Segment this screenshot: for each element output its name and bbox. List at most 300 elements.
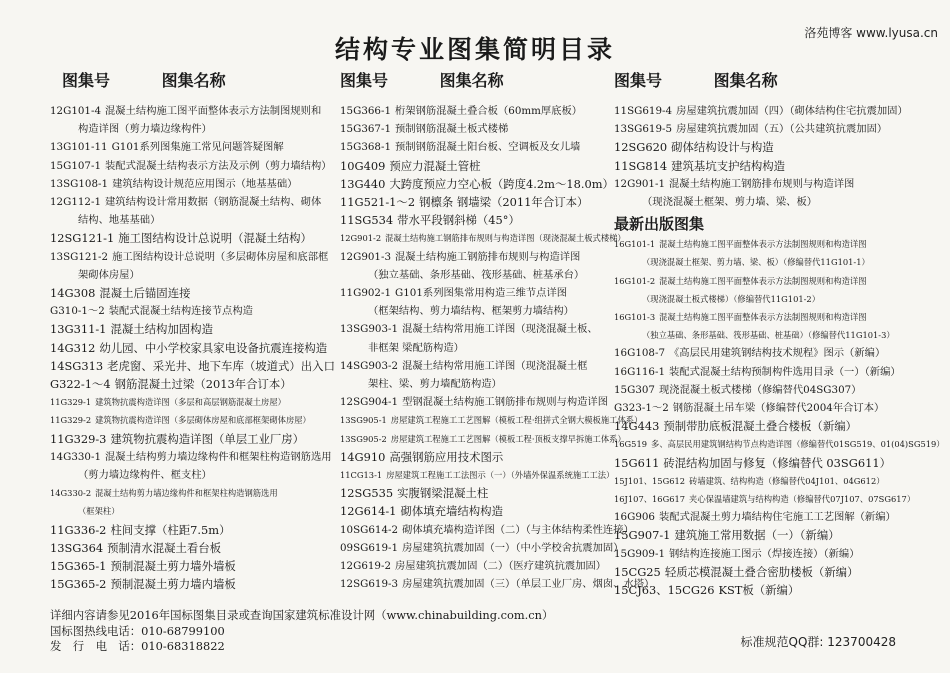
atlas-name: 柱间支撑（柱距7.5m） [110, 522, 231, 537]
atlas-entry-line [50, 248, 328, 266]
atlas-entry-line [340, 575, 655, 593]
atlas-entry-line [614, 344, 934, 362]
atlas-entry [614, 272, 934, 308]
watermark-bottom: 标准规范QQ群: 123700428 [740, 635, 896, 649]
atlas-name: 混凝土结构常用施工详图（现浇混凝土板、 [402, 323, 598, 336]
atlas-entry-line [614, 526, 934, 544]
atlas-code: 16G116-1 [614, 365, 666, 378]
atlas-entry [50, 248, 328, 284]
atlas-entry [340, 448, 612, 466]
atlas-code: 13SG108-1 [50, 177, 109, 190]
atlas-name: 混凝土后锚固连接 [99, 286, 191, 301]
atlas-entry-line [50, 575, 328, 593]
atlas-entry-line [340, 357, 612, 375]
atlas-entry-line [340, 521, 634, 539]
atlas-entry [614, 381, 934, 399]
atlas-code: 11G336-2 [50, 522, 107, 537]
atlas-entry-line [614, 472, 934, 490]
atlas-name: 装配式混凝土剪力墙结构住宅施工工艺图解（新编） [658, 511, 896, 524]
column-1 [50, 68, 335, 593]
atlas-entry [614, 417, 934, 435]
atlas-name-continuation: 架柱、梁、剪力墙配筋构造） [368, 378, 502, 391]
atlas-entry [50, 339, 328, 357]
atlas-entry-line [340, 502, 612, 520]
atlas-code: 14G330-2 [50, 488, 92, 499]
atlas-name: 钢檩条 钢墙梁（2011年合订本） [419, 195, 589, 210]
atlas-name-continuation: （独立基础、条形基础、筏形基础、桩基础）（修编替代11G101-3） [642, 330, 895, 341]
atlas-name: 桁架钢筋混凝土叠合板（60mm厚底板） [395, 105, 583, 117]
atlas-code: 13SG364 [50, 540, 104, 555]
atlas-entry-line [614, 435, 945, 453]
atlas-name: 预制清水混凝土看台板 [107, 540, 222, 555]
atlas-entry-line [50, 302, 328, 320]
atlas-code: G322-1～4 [50, 377, 111, 392]
atlas-entry-line [614, 308, 934, 326]
atlas-entry-line [340, 411, 643, 429]
atlas-name: 房屋建筑抗震加固（四）（砌体结构住宅抗震加固） [676, 105, 908, 117]
atlas-entry [340, 248, 612, 284]
atlas-code: 12G112-1 [50, 196, 102, 209]
atlas-code: 13SG905-2 [340, 433, 387, 444]
atlas-entry-line [340, 393, 612, 411]
atlas-name: 装配式混凝土结构连接节点构造 [108, 305, 253, 318]
atlas-entry [50, 430, 328, 448]
footer-distribution-phone: 发 行 电 话：010-68318822 [50, 639, 225, 653]
atlas-entry [340, 411, 643, 429]
atlas-name-continuation: （现浇混凝土框架、剪力墙、梁、板）（修编替代11G101-1） [642, 257, 870, 268]
atlas-entry [614, 581, 934, 599]
atlas-code: 15G611 [614, 455, 660, 470]
atlas-entry-line [50, 157, 332, 175]
atlas-entry-line [614, 454, 934, 472]
atlas-entry [340, 539, 624, 557]
atlas-name: 建筑结构设计规范应用图示（地基基础） [112, 177, 298, 190]
atlas-entry-line [340, 539, 624, 557]
atlas-name: 建筑基坑支护结构构造 [671, 158, 786, 173]
atlas-code: 12SG619-3 [340, 578, 399, 591]
atlas-name: 老虎窗、采光井、地下车库（坡道式）出入口 [107, 358, 335, 373]
atlas-code: 12G619-2 [340, 560, 392, 573]
atlas-name: 夹心保温墙建筑与结构构造（修编替代07J107、07SG617） [689, 494, 916, 505]
atlas-name: 房屋建筑工程施工工法图示（一）（外墙外保温系统施工工法） [386, 470, 615, 481]
atlas-entry [50, 448, 332, 484]
atlas-entry-line [614, 490, 934, 508]
atlas-entry-line [50, 175, 328, 193]
atlas-code: 13SG121-2 [50, 250, 109, 263]
atlas-entry [340, 193, 612, 211]
atlas-name: 房屋建筑抗震加固（二）（医疗建筑抗震加固） [395, 560, 607, 573]
atlas-entry [340, 502, 612, 520]
atlas-name: 混凝土结构常用施工详图（现浇混凝土框 [402, 359, 588, 372]
atlas-name: 混凝土结构施工图平面整体表示方法制图规则和构造详图 [659, 312, 867, 323]
atlas-entry [340, 120, 612, 138]
atlas-code: 15G307 [614, 383, 655, 396]
atlas-name: 砖混结构加固与修复（修编替代 03SG611） [663, 455, 891, 470]
atlas-code: 15G107-1 [50, 159, 102, 172]
atlas-entry [614, 308, 934, 344]
atlas-entry-line [614, 120, 934, 138]
atlas-entry [340, 575, 655, 593]
atlas-code: 16G101-1 [614, 239, 656, 250]
atlas-entry-line [340, 193, 612, 211]
header-atlas-name: 图集名称 [439, 71, 504, 90]
atlas-code: 12SG620 [614, 140, 668, 155]
atlas-name: 实腹钢梁混凝土柱 [397, 486, 489, 501]
atlas-code: 16J107、16G617 [614, 494, 686, 505]
atlas-code: 15G368-1 [340, 141, 392, 154]
header-atlas-number: 图集号 [62, 71, 111, 90]
atlas-entry [614, 157, 934, 175]
atlas-code: 12SG904-1 [340, 396, 399, 409]
atlas-name: 多、高层民用建筑钢结构节点构造详图（修编替代01SG519、01(04)SG519） [651, 439, 945, 450]
atlas-entry [614, 454, 934, 472]
atlas-entry [614, 363, 934, 381]
atlas-entry [50, 575, 328, 593]
atlas-entry [50, 375, 328, 393]
atlas-entry-line [50, 448, 332, 466]
atlas-code: 12G901-1 [614, 177, 666, 190]
column-header [50, 68, 328, 102]
atlas-entry [50, 102, 328, 138]
atlas-entry-line [50, 539, 328, 557]
atlas-entry [340, 357, 612, 393]
atlas-name: 钢筋混凝土吊车梁（修编替代2004年合订本） [672, 402, 885, 415]
atlas-code: 12G101-4 [50, 105, 102, 117]
atlas-entry-line [50, 521, 328, 539]
atlas-entry [50, 411, 328, 429]
atlas-name-continuation: 结构、地基基础） [78, 214, 161, 227]
atlas-name: 混凝土结构施工钢筋排布规则与构造详图 [669, 177, 855, 190]
atlas-entry-line [340, 248, 612, 266]
atlas-entry-line [340, 175, 612, 193]
atlas-entry [50, 357, 335, 375]
atlas-name: 砖墙建筑、结构构造（修编替代04J101、04G612） [689, 475, 885, 486]
atlas-name: 高强钢筋应用技术图示 [389, 449, 504, 464]
atlas-code: 11SG534 [340, 213, 394, 228]
atlas-code: 16G101-2 [614, 275, 656, 286]
atlas-name-continuation: （框架柱） [78, 506, 120, 517]
atlas-entry-line [614, 563, 934, 581]
atlas-entry [340, 557, 612, 575]
atlas-name: 混凝土结构施工图平面整体表示方法制图规则和构造详图 [659, 239, 867, 250]
atlas-entry [50, 539, 328, 557]
atlas-code: 14G312 [50, 340, 96, 355]
atlas-entry-line [614, 102, 934, 120]
atlas-name: 《高层民用建筑钢结构技术规程》图示（新编） [669, 347, 886, 360]
atlas-entry-line [340, 484, 612, 502]
atlas-entry [614, 472, 934, 490]
footer-info: 详细内容请参见2016年国标图集目录或查询国家建筑标准设计网（www.chinabuilding.com.cn） [50, 608, 554, 622]
atlas-list [614, 102, 934, 211]
new-atlas-list [614, 235, 945, 599]
atlas-entry [614, 435, 945, 453]
atlas-name-continuation: （独立基础、条形基础、筏形基础、桩基承台） [368, 268, 585, 281]
atlas-name: 幼儿园、中小学校家具家电设备抗震连接构造 [99, 340, 328, 355]
atlas-entry-line [614, 417, 934, 435]
atlas-code: 14SG903-2 [340, 359, 399, 372]
atlas-entry-line [50, 430, 328, 448]
atlas-code: 11G329-3 [50, 431, 107, 446]
atlas-name: 建筑物抗震构造详图（多层砌体房屋和底部框架砌体房屋） [95, 415, 311, 426]
atlas-list [50, 102, 335, 593]
atlas-name: 装配式混凝土结构预制构件选用目录（一）（新编） [669, 365, 901, 378]
atlas-name: 预制混凝土剪力墙内墙板 [110, 577, 236, 592]
atlas-entry [50, 138, 328, 156]
atlas-code: 15G909-1 [614, 547, 666, 560]
atlas-name: 施工图结构设计总说明（混凝土结构） [118, 231, 312, 246]
atlas-code: 10SG614-2 [340, 523, 399, 536]
atlas-entry [50, 393, 328, 411]
atlas-code: 13SG619-5 [614, 123, 673, 136]
atlas-code: 11G521-1～2 [340, 195, 416, 210]
atlas-code: 11G902-1 [340, 287, 392, 300]
atlas-name: 建筑物抗震构造详图（单层工业厂房） [110, 431, 305, 446]
atlas-name: 轻质芯模混凝土叠合密肋楼板（新编） [664, 564, 859, 579]
atlas-name: 砌体结构设计与构造 [671, 140, 774, 155]
atlas-code: 14G910 [340, 449, 386, 464]
atlas-name: 砌体填充墙结构构造 [400, 504, 503, 519]
atlas-entry-line [50, 411, 328, 429]
atlas-code: 16G519 [614, 439, 648, 450]
atlas-entry [614, 175, 934, 211]
atlas-code: 15G365-1 [50, 559, 107, 574]
atlas-name: 钢结构连接施工图示（焊接连接）（新编） [669, 547, 860, 560]
atlas-entry-line [614, 235, 934, 253]
atlas-code: 11SG619-4 [614, 105, 673, 117]
atlas-entry-line [340, 229, 626, 247]
atlas-entry [50, 284, 328, 302]
atlas-name: 建筑结构设计常用数据（钢筋混凝土结构、砌体 [105, 196, 322, 209]
column-header [614, 68, 934, 102]
header-atlas-name: 图集名称 [161, 71, 226, 90]
atlas-name: 砌体填充墙构造详图（二）（与主体结构柔性连接） [402, 523, 634, 536]
atlas-entry [340, 211, 612, 229]
atlas-entry [614, 399, 934, 417]
atlas-name: 混凝土结构施工钢筋排布规则与构造详图（现浇混凝土板式楼梯） [385, 233, 626, 244]
atlas-name: 混凝土结构施工图平面整体表示方法制图规则和构造详图 [659, 275, 867, 286]
atlas-entry [50, 157, 332, 175]
atlas-entry-line [50, 320, 328, 338]
atlas-entry [614, 526, 934, 544]
atlas-entry [340, 157, 612, 175]
atlas-entry [340, 393, 612, 411]
atlas-entry [50, 175, 328, 193]
atlas-entry-line [614, 138, 934, 156]
atlas-entry [614, 563, 934, 581]
atlas-name-continuation: 构造详图（剪力墙边缘构件） [78, 123, 212, 136]
atlas-code: 16G108-7 [614, 347, 666, 360]
atlas-entry [340, 102, 612, 120]
atlas-code: 14G330-1 [50, 450, 102, 463]
atlas-name: 装配式混凝土结构表示方法及示例（剪力墙结构） [105, 159, 332, 172]
atlas-entry-line [340, 557, 612, 575]
atlas-name-continuation: （剪力墙边缘构件、框支柱） [78, 469, 212, 482]
atlas-code: 14G308 [50, 286, 96, 301]
atlas-code: 15CJ63、15CG26 [614, 583, 715, 598]
atlas-entry-line [50, 357, 335, 375]
atlas-entry [340, 175, 612, 193]
atlas-code: 16G101-3 [614, 312, 656, 323]
atlas-code: 12G614-1 [340, 504, 397, 519]
atlas-name-continuation: 非框架 梁配筋构造） [368, 341, 464, 354]
atlas-code: 11G329-2 [50, 415, 92, 426]
atlas-code: 15J101、15G612 [614, 475, 686, 486]
atlas-name: 房屋建筑抗震加固（一）（中小学校舍抗震加固） [402, 541, 624, 554]
atlas-name: KST板（新编） [718, 583, 800, 598]
atlas-name: 混凝土结构加固构造 [110, 322, 213, 337]
atlas-entry-line [340, 466, 615, 484]
atlas-entry [340, 466, 615, 484]
atlas-entry [614, 545, 934, 563]
header-atlas-number: 图集号 [614, 71, 663, 90]
atlas-code: 12G901-3 [340, 250, 392, 263]
header-atlas-number: 图集号 [340, 71, 389, 90]
atlas-entry [614, 490, 934, 508]
atlas-entry-line [50, 557, 328, 575]
atlas-entry-line [614, 508, 934, 526]
atlas-entry [50, 229, 328, 247]
atlas-name: 带水平段钢斜梯（45°） [397, 213, 520, 228]
atlas-name: G101系列图集常用构造三维节点详图 [395, 287, 568, 300]
atlas-entry-line [50, 484, 328, 502]
atlas-entry-line [614, 157, 934, 175]
atlas-name: 混凝土结构剪力墙边缘构件和框架柱构造钢筋选用 [105, 450, 332, 463]
atlas-entry-line [614, 399, 934, 417]
atlas-entry-line [340, 320, 612, 338]
atlas-entry [50, 484, 328, 520]
atlas-code: 12G901-2 [340, 233, 382, 244]
atlas-code: 14G443 [614, 419, 660, 434]
atlas-entry [614, 508, 934, 526]
atlas-entry-line [50, 229, 328, 247]
atlas-code: 13SG903-1 [340, 323, 399, 336]
atlas-name: 现浇混凝土板式楼梯（修编替代04SG307） [658, 383, 862, 396]
atlas-entry [340, 138, 612, 156]
atlas-code: 12SG121-1 [50, 231, 115, 246]
atlas-entry [340, 484, 612, 502]
atlas-name: 房屋建筑工程施工工艺图解（模板工程·组拼式全钢大模板施工体系） [390, 415, 643, 426]
atlas-code: 13G440 [340, 176, 386, 191]
atlas-entry [50, 302, 328, 320]
atlas-entry-line [614, 381, 934, 399]
column-3 [614, 68, 945, 599]
atlas-entry-line [50, 375, 328, 393]
atlas-entry-line [340, 102, 612, 120]
atlas-entry [614, 102, 934, 120]
atlas-entry-line [50, 193, 328, 211]
atlas-code: 13G311-1 [50, 322, 107, 337]
atlas-code: 15CG25 [614, 564, 661, 579]
atlas-entry [614, 138, 934, 156]
atlas-name: 房屋建筑抗震加固（五）（公共建筑抗震加固） [676, 123, 888, 136]
atlas-entry [340, 521, 634, 539]
atlas-entry [50, 193, 328, 229]
atlas-code: 16G906 [614, 511, 655, 524]
atlas-entry-line [340, 430, 626, 448]
atlas-name-continuation: （现浇混凝土框架、剪力墙、梁、板） [642, 196, 818, 209]
atlas-code: 15G367-1 [340, 123, 392, 136]
atlas-name: 混凝土结构剪力墙边缘构件和框架柱构造钢筋选用 [95, 488, 278, 499]
atlas-code: 11G329-1 [50, 397, 92, 408]
atlas-name: 房屋建筑工程施工工艺图解（模板工程·顶板支撑早拆施工体系） [390, 433, 626, 444]
atlas-name: G101系列图集施工常见问题答疑图解 [111, 141, 284, 154]
atlas-code: G323-1～2 [614, 402, 669, 415]
atlas-code: 12SG535 [340, 486, 394, 501]
atlas-name: 预制钢筋混凝土阳台板、空调板及女儿墙 [395, 141, 581, 154]
atlas-entry-line [614, 363, 934, 381]
atlas-entry-line [340, 448, 612, 466]
atlas-entry-line [50, 393, 328, 411]
atlas-entry [614, 120, 934, 138]
atlas-entry [340, 320, 612, 356]
atlas-entry-line [50, 339, 328, 357]
atlas-entry [50, 557, 328, 575]
atlas-entry [614, 235, 934, 271]
atlas-code: G310-1～2 [50, 305, 105, 318]
atlas-entry-line [50, 102, 328, 120]
atlas-name: 预制带肋底板混凝土叠合楼板（新编） [663, 419, 857, 434]
atlas-name: 预应力混凝土管桩 [389, 158, 481, 173]
atlas-name: 预制钢筋混凝土板式楼梯 [395, 123, 509, 136]
atlas-code: 15G366-1 [340, 105, 392, 117]
atlas-entry-line [50, 138, 328, 156]
atlas-name: 混凝土结构施工钢筋排布规则与构造详图 [395, 250, 581, 263]
atlas-entry-line [340, 284, 612, 302]
atlas-code: 09SG619-1 [340, 541, 399, 554]
atlas-entry-line [340, 138, 612, 156]
atlas-code: 11SG814 [614, 158, 668, 173]
atlas-entry [614, 344, 934, 362]
header-atlas-name: 图集名称 [713, 71, 778, 90]
atlas-name: 大跨度预应力空心板（跨度4.2m～18.0m） [389, 176, 614, 191]
atlas-code: 14SG313 [50, 358, 104, 373]
atlas-code: 13SG905-1 [340, 415, 387, 426]
atlas-entry-line [50, 284, 328, 302]
atlas-code: 13G101-11 [50, 141, 108, 154]
atlas-entry [340, 430, 626, 448]
atlas-code: 15G907-1 [614, 528, 671, 543]
atlas-name: 钢筋混凝土过梁（2013年合订本） [114, 377, 292, 392]
atlas-entry-line [614, 175, 934, 193]
atlas-entry [50, 521, 328, 539]
atlas-entry [340, 284, 612, 320]
atlas-name: 施工图结构设计总说明（多层砌体房屋和底部框 [112, 250, 329, 263]
atlas-code: 15G365-2 [50, 577, 107, 592]
atlas-name: 建筑物抗震构造详图（多层和高层钢筋混凝土房屋） [95, 397, 286, 408]
page-title: 结构专业图集简明目录 [334, 35, 615, 64]
atlas-name: 预制混凝土剪力墙外墙板 [110, 559, 236, 574]
section-title-new-releases: 最新出版图集 [614, 215, 705, 234]
atlas-entry-line [340, 211, 612, 229]
atlas-entry-line [614, 545, 934, 563]
atlas-name-continuation: （框架结构、剪力墙结构、框架剪力墙结构） [368, 305, 574, 318]
atlas-name: 型钢混凝土结构施工钢筋排布规则与构造详图 [402, 396, 609, 409]
footer [50, 608, 553, 655]
footer-hotline: 国标图热线电话：010-68799100 [50, 623, 225, 638]
atlas-code: 11CG13-1 [340, 470, 383, 481]
atlas-entry-line [340, 120, 612, 138]
watermark-top: 洛苑博客 www.lyusa.cn [804, 26, 938, 40]
atlas-entry-line [614, 272, 934, 290]
atlas-entry-line [614, 581, 934, 599]
atlas-entry-line [340, 157, 612, 175]
atlas-code: 10G409 [340, 158, 386, 173]
atlas-name-continuation: 架砌体房屋） [78, 268, 140, 281]
atlas-name: 混凝土结构施工图平面整体表示方法制图规则和 [105, 105, 322, 117]
atlas-entry [340, 229, 626, 247]
atlas-name: 房屋建筑抗震加固（三）（单层工业厂房、烟囱、水塔） [402, 578, 655, 591]
column-header [340, 68, 612, 102]
